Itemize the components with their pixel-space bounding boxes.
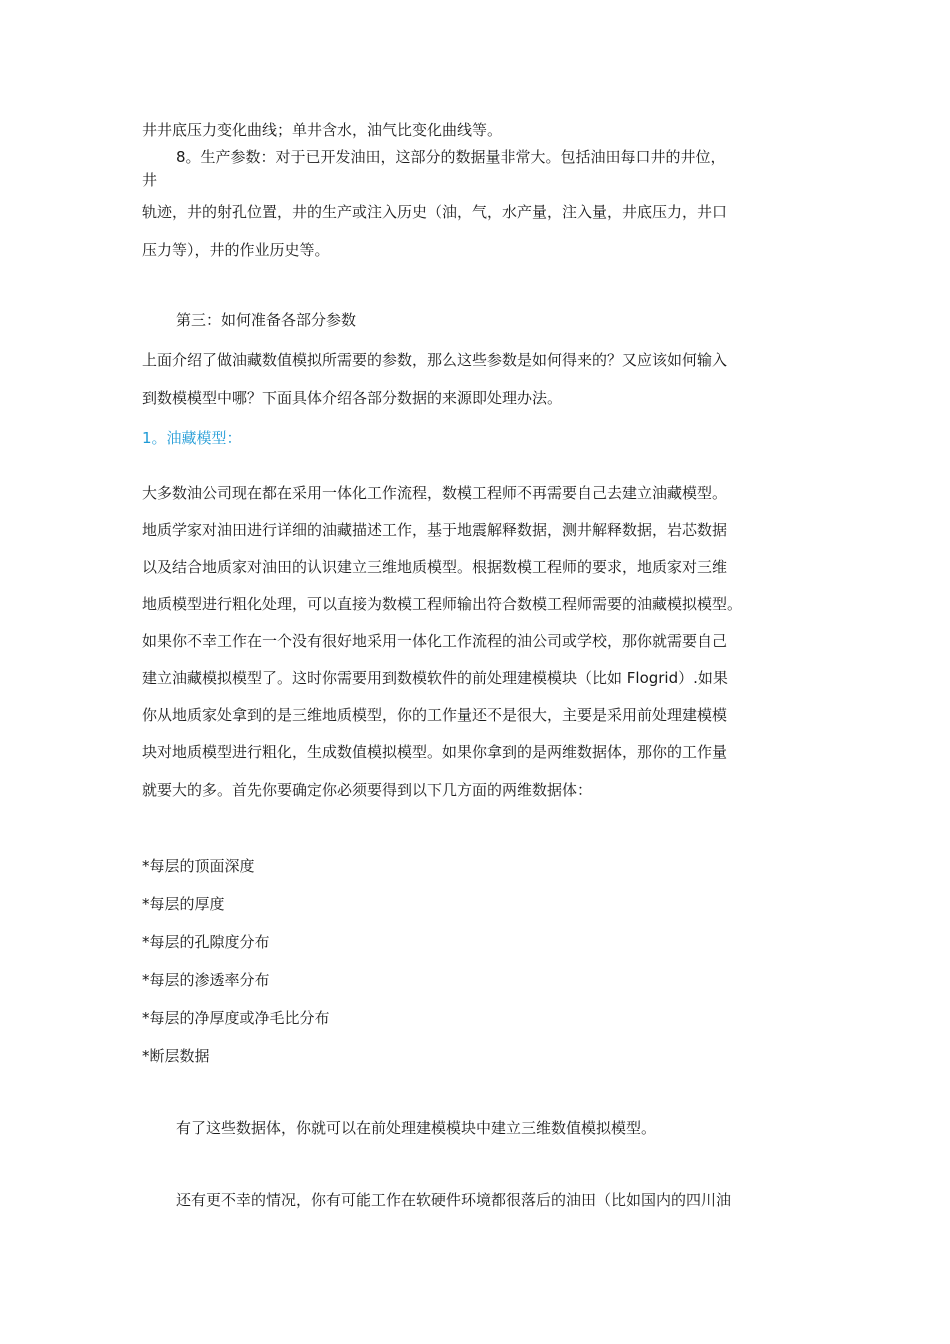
text-line: 建立油藏模拟模型了。这时你需要用到数模软件的前处理建模模块（比如 Flogrid）.如果 xyxy=(142,669,728,687)
text-line: 地质模型进行粗化处理，可以直接为数模工程师输出符合数模工程师需要的油藏模拟模型。 xyxy=(142,595,743,613)
text-line: 你从地质家处拿到的是三维地质模型，你的工作量还不是很大，主要是采用前处理建模模 xyxy=(142,706,728,724)
list-item: *每层的净厚度或净毛比分布 xyxy=(142,1009,330,1027)
text-line: 如果你不幸工作在一个没有很好地采用一体化工作流程的油公司或学校，那你就需要自己 xyxy=(142,632,728,650)
subsection-heading: 1。油藏模型： xyxy=(142,429,242,447)
text-line: 压力等），井的作业历史等。 xyxy=(142,241,330,259)
list-item: *断层数据 xyxy=(142,1047,210,1065)
text-line: 8。生产参数：对于已开发油田，这部分的数据量非常大。包括油田每口井的井位， xyxy=(176,148,726,166)
text-line: 块对地质模型进行粗化，生成数值模拟模型。如果你拿到的是两维数据体，那你的工作量 xyxy=(142,743,728,761)
section-heading: 第三：如何准备各部分参数 xyxy=(176,311,357,329)
list-item: *每层的厚度 xyxy=(142,895,225,913)
text-line: 地质学家对油田进行详细的油藏描述工作，基于地震解释数据，测井解释数据，岩芯数据 xyxy=(142,521,728,539)
text-line: 还有更不幸的情况，你有可能工作在软硬件环境都很落后的油田（比如国内的四川油 xyxy=(176,1191,732,1209)
text-line: 大多数油公司现在都在采用一体化工作流程，数模工程师不再需要自己去建立油藏模型。 xyxy=(142,484,728,502)
text-line: 井 xyxy=(142,171,158,189)
list-item: *每层的孔隙度分布 xyxy=(142,933,270,951)
text-line: 以及结合地质家对油田的认识建立三维地质模型。根据数模工程师的要求，地质家对三维 xyxy=(142,558,728,576)
text-line: 轨迹，井的射孔位置，井的生产或注入历史（油，气，水产量，注入量，井底压力，井口 xyxy=(142,203,728,221)
list-item: *每层的顶面深度 xyxy=(142,857,255,875)
text-line: 有了这些数据体，你就可以在前处理建模模块中建立三维数值模拟模型。 xyxy=(176,1119,657,1137)
list-item: *每层的渗透率分布 xyxy=(142,971,270,989)
text-line: 就要大的多。首先你要确定你必须要得到以下几方面的两维数据体： xyxy=(142,781,593,799)
text-line: 到数模模型中哪？下面具体介绍各部分数据的来源即处理办法。 xyxy=(142,389,563,407)
text-line: 井井底压力变化曲线；单井含水，油气比变化曲线等。 xyxy=(142,121,503,139)
text-line: 上面介绍了做油藏数值模拟所需要的参数，那么这些参数是如何得来的？又应该如何输入 xyxy=(142,351,728,369)
